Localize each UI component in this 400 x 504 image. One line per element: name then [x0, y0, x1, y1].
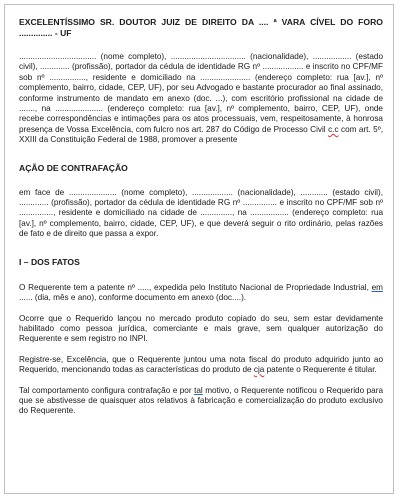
- facts-heading: I – DOS FATOS: [19, 256, 80, 267]
- intro-text-part2: com art. 5º, XXIII da Constituição Federal de 1988, promover a presente: [19, 124, 383, 145]
- facts-p1-part1: O Requerente tem a patente nº ....., expedida pelo Instituto Nacional de Propriedade Industrial,: [19, 282, 372, 292]
- facts-paragraph-2: Ocorre que o Requerido lançou no mercado produto copiado do seu, sem estar devidamente habilitado como pessoa jurídica, comerciante e mais grave, sem qualquer autorização do Requerente e sem registro no INPI.: [19, 313, 383, 344]
- facts-p4-part2: motivo, o Requerente notificou o Requerido para que se abstivesse de quaisquer atos relativos à fabricação e comercialização do produto exclusivo do Requerente.: [19, 385, 383, 416]
- action-heading: AÇÃO DE CONTRAFAÇÃO: [19, 162, 128, 173]
- facts-p1-part2: ...... (dia, mês e ano), conforme documento em anexo (doc....).: [19, 293, 247, 303]
- document-page: [4, 4, 394, 494]
- intro-text-part1: .................................. (nome completo), ................................. (nacionalidade), ................. (estado civil), ............. (profissão), portador da cédula de identidade RG nº .................. e inscrito no CPF/MF sob nº ................, residente e domiciliado na ...................... (endereço completo: rua [av.], nº complemento, bairro, cidade, CEP, UF), por seu Advogado e bastante procurador ao final assinado, conforme instrumento de mandato em anexo (doc. ...), com escritório profissional na cidade de ......., na ..................... (endereço completo: rua [av.], nº complemento, bairro, CEP, UF), onde recebe correspondências e intimações para os atos processuais, vem, respeitosamente, à honrosa presença de Vossa Excelência, com fulcro nos art. 287 do Código de Processo Civil: [19, 52, 383, 134]
- spellcheck-mark-cc: c.c: [328, 124, 339, 134]
- facts-paragraph-1: [19, 283, 383, 304]
- facts-paragraph-4: [19, 386, 383, 417]
- facts-p3-part2: patente o Requerente é titular.: [264, 365, 377, 375]
- document-body: [19, 17, 383, 417]
- defendant-paragraph: em face de ..................... (nome completo), .................. (nacionalidade), ............ (estado civil), ............. (profissão), portador da cédula de identidade RG nº ............... e inscrito no CPF/MF sob nº ..............., residente e domiciliado na cidade de .............., na ................. (endereço completo: rua [av.], nº complemento, bairro, cidade, CEP, UF), e que deverá seguir o rito ordinário, pelas razões de fato e de direito que passa a expor.: [19, 187, 383, 239]
- document-title: EXCELENTÍSSIMO SR. DOUTOR JUIZ DE DIREITO DA .... ª VARA CÍVEL DO FORO .............. - UF: [19, 17, 383, 38]
- facts-p4-part1: Tal comportamento configura contrafação e por: [19, 385, 195, 395]
- facts-p3-part1: Registre-se, Excelência, que o Requerente juntou uma nota fiscal do produto adquirido junto ao Requerido, mencionando todas as características do produto de: [19, 354, 383, 375]
- grammar-mark-tal: tal: [194, 385, 203, 395]
- grammar-mark-em: em: [371, 282, 383, 292]
- facts-paragraph-3: [19, 355, 383, 376]
- spellcheck-mark-cja: cja: [253, 365, 265, 375]
- intro-paragraph: [19, 52, 383, 146]
